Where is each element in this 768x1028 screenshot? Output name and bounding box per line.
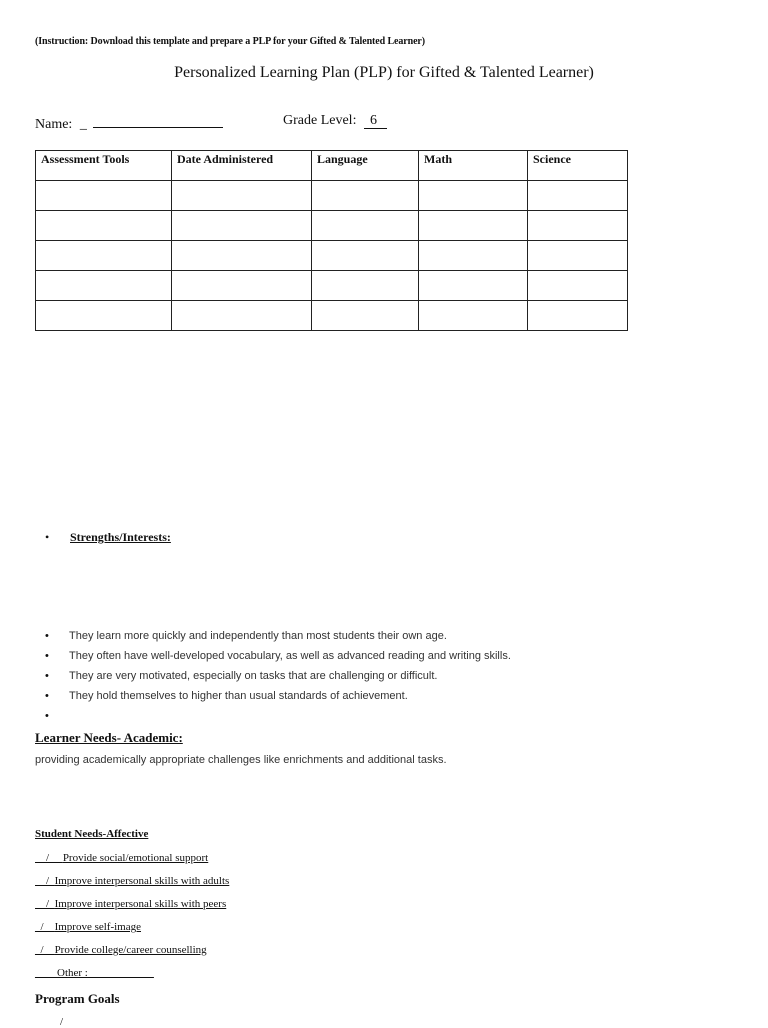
list-item-text: They often have well-developed vocabulary, as well as advanced reading and writing skills.: [69, 650, 511, 662]
grade-level-value: 6: [364, 114, 387, 129]
table-cell: [528, 211, 628, 241]
check-mark: /: [35, 898, 55, 910]
table-cell: [419, 241, 528, 271]
list-item-text: They hold themselves to higher than usual standards of achievement.: [69, 690, 408, 702]
check-mark: ____: [35, 967, 57, 979]
table-cell: [172, 271, 312, 301]
table-cell: [312, 241, 419, 271]
student-needs-affective-heading: Student Needs-Affective: [35, 828, 149, 840]
list-item: [45, 706, 511, 726]
affective-item: [35, 898, 226, 910]
strengths-heading: [45, 530, 171, 545]
check-mark: /: [35, 852, 63, 864]
affective-item-label: Improve interpersonal skills with peers: [54, 898, 227, 910]
bullet-dot: •: [45, 670, 49, 682]
header-science: Science: [528, 151, 628, 181]
table-cell: [528, 241, 628, 271]
affective-item-label: Provide social/emotional support: [62, 852, 209, 864]
affective-item: [35, 921, 141, 933]
grade-level-field: [283, 113, 387, 129]
instruction-note: (Instruction: Download this template and prepare a PLP for your Gifted & Talented Learner): [35, 36, 425, 47]
learner-needs-academic-text: providing academically appropriate challenges like enrichments and additional tasks.: [35, 754, 447, 766]
table-cell: [312, 211, 419, 241]
list-item-text: They learn more quickly and independently than most students their own age.: [69, 630, 447, 642]
table-cell: [36, 301, 172, 331]
affective-item: [35, 852, 208, 864]
list-item: [45, 626, 511, 646]
table-cell: [172, 181, 312, 211]
program-goals-mark: /: [60, 1016, 64, 1028]
bullet-dot: •: [45, 710, 49, 722]
table-row: [36, 301, 628, 331]
table-cell: [36, 241, 172, 271]
table-row: [36, 181, 628, 211]
affective-item: [35, 944, 207, 956]
page-title: Personalized Learning Plan (PLP) for Gifted & Talented Learner): [174, 64, 594, 81]
list-item: [45, 686, 511, 706]
name-field: [35, 113, 223, 133]
table-row: [36, 211, 628, 241]
assessment-table-header: [36, 151, 628, 181]
header-assessment-tools: Assessment Tools: [36, 151, 172, 181]
table-cell: [528, 181, 628, 211]
affective-item: [35, 875, 229, 887]
strengths-label: Strengths/Interests:: [70, 530, 171, 544]
table-row: [36, 271, 628, 301]
table-cell: [528, 271, 628, 301]
table-cell: [312, 271, 419, 301]
table-cell: [419, 181, 528, 211]
affective-item: [35, 967, 154, 979]
program-goals-heading: Program Goals: [35, 991, 120, 1006]
affective-item-label: Provide college/career counselling: [54, 944, 207, 956]
table-cell: [528, 301, 628, 331]
table-cell: [36, 211, 172, 241]
header-date-administered: Date Administered: [172, 151, 312, 181]
header-math: Math: [419, 151, 528, 181]
affective-item-label: Other :____________: [57, 967, 154, 979]
table-cell: [172, 241, 312, 271]
bullet-dot: •: [45, 630, 49, 642]
list-item: [45, 646, 511, 666]
name-value: _: [79, 117, 87, 132]
table-row: [36, 241, 628, 271]
check-mark: _/__: [35, 944, 55, 956]
affective-item-label: Improve self-image: [54, 921, 141, 933]
grade-level-label: Grade Level:: [283, 113, 357, 128]
table-cell: [172, 301, 312, 331]
table-cell: [172, 211, 312, 241]
check-mark: /: [35, 875, 55, 887]
affective-item-label: Improve interpersonal skills with adults: [54, 875, 230, 887]
table-cell: [312, 181, 419, 211]
name-fill-line: [93, 113, 223, 128]
table-cell: [419, 211, 528, 241]
table-cell: [36, 271, 172, 301]
table-cell: [312, 301, 419, 331]
list-item-text: They are very motivated, especially on tasks that are challenging or difficult.: [69, 670, 438, 682]
table-cell: [36, 181, 172, 211]
name-label: Name:: [35, 117, 73, 132]
check-mark: _/__: [35, 921, 55, 933]
bullet-dot: •: [45, 690, 49, 702]
strengths-list: [45, 626, 511, 726]
bullet-dot: •: [45, 650, 49, 662]
table-cell: [419, 271, 528, 301]
header-language: Language: [312, 151, 419, 181]
learner-needs-academic-heading: Learner Needs- Academic:: [35, 730, 183, 745]
bullet-dot: •: [45, 530, 50, 544]
list-item: [45, 666, 511, 686]
assessment-table: [35, 150, 628, 331]
table-cell: [419, 301, 528, 331]
